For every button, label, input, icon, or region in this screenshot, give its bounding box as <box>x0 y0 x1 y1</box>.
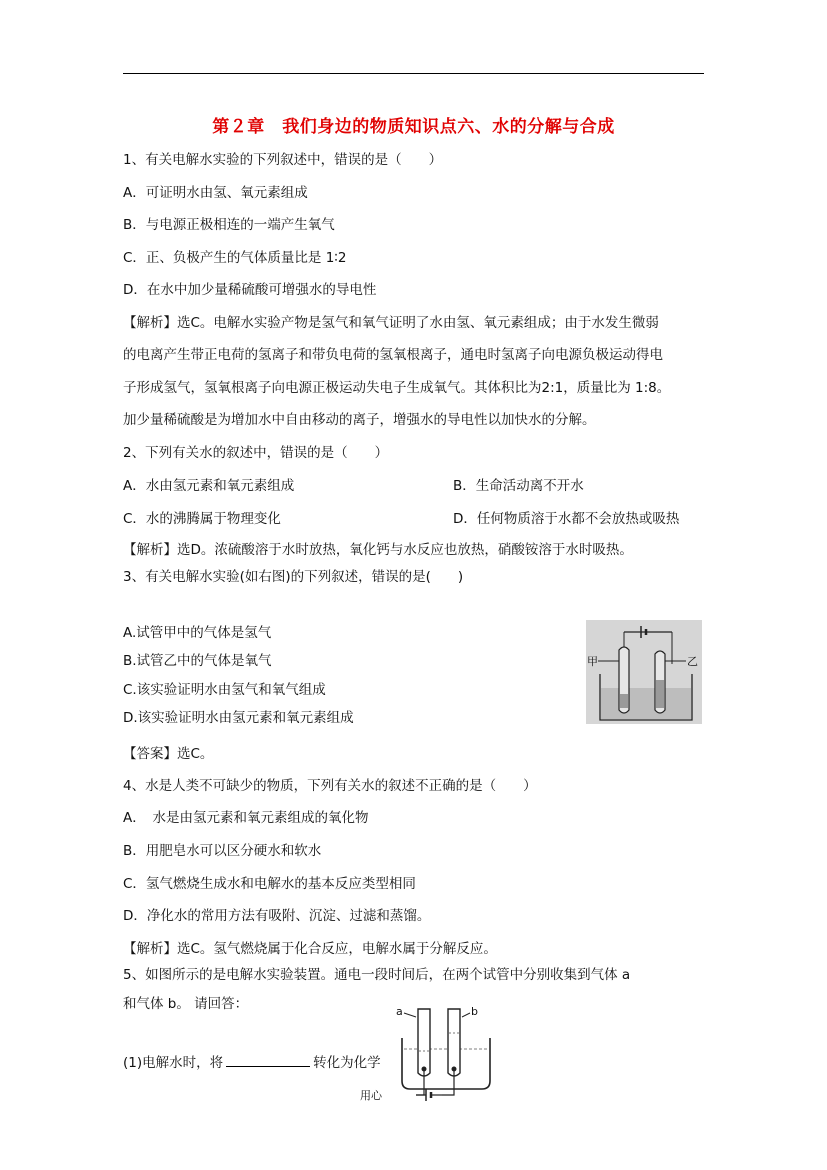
q1-option-a: A．可证明水由氢、氧元素组成 <box>123 185 308 201</box>
q2-stem: 2、下列有关水的叙述中，错误的是（ ） <box>123 445 389 461</box>
q2-option-c: C．水的沸腾属于物理变化 <box>123 511 281 527</box>
q1-stem: 1、有关电解水实验的下列叙述中，错误的是（ ） <box>123 152 443 168</box>
q1-option-b: B．与电源正极相连的一端产生氧气 <box>123 217 335 233</box>
q3-option-a: A.试管甲中的气体是氢气 <box>123 625 272 641</box>
q3-answer: 【答案】选C。 <box>123 746 214 762</box>
q3-option-c: C.该实验证明水由氢气和氧气组成 <box>123 682 326 698</box>
q1-analysis-line: 子形成氢气，氢氧根离子向电源正极运动失电子生成氧气。其体积比为2:1，质量比为 1:8。 <box>123 380 671 396</box>
q1-analysis-line: 的电离产生带正电荷的氢离子和带负电荷的氢氧根离子，通电时氢离子向电源负极运动得电 <box>123 347 663 363</box>
header-rule <box>123 73 704 74</box>
q1-option-c: C．正、负极产生的气体质量比是 1∶2 <box>123 250 347 266</box>
q4-analysis: 【解析】选C。氢气燃烧属于化合反应，电解水属于分解反应。 <box>123 941 497 957</box>
q5-sub1-suffix: 转化为化学 <box>313 1055 381 1071</box>
q1-analysis-line: 加少量稀硫酸是为增加水中自由移动的离子，增强水的导电性以加快水的分解。 <box>123 412 596 428</box>
q1-option-d: D．在水中加少量稀硫酸可增强水的导电性 <box>123 282 377 298</box>
q5-sub1 <box>123 1052 381 1072</box>
q1-analysis-line: 【解析】选C。电解水实验产物是氢气和氧气证明了水由氢、氧元素组成；由于水发生微弱 <box>123 315 659 331</box>
figure-label-a: a <box>396 1005 403 1018</box>
q2-analysis: 【解析】选D。浓硫酸溶于水时放热，氧化钙与水反应也放热，硝酸铵溶于水时吸热。 <box>123 542 633 558</box>
page-title: 第２章 我们身边的物质知识点六、水的分解与合成 <box>212 117 615 137</box>
q2-option-d: D．任何物质溶于水都不会放热或吸热 <box>453 511 680 527</box>
q4-option-d: D．净化水的常用方法有吸附、沉淀、过滤和蒸馏。 <box>123 908 431 924</box>
q3-option-b: B.试管乙中的气体是氧气 <box>123 653 272 669</box>
q4-option-c: C．氢气燃烧生成水和电解水的基本反应类型相同 <box>123 876 416 892</box>
q2-option-b: B．生命活动离不开水 <box>453 478 584 494</box>
q5-sub1-prefix: (1)电解水时，将 <box>123 1055 224 1071</box>
figure-label-jia: 甲 <box>587 655 598 668</box>
q4-stem: 4、水是人类不可缺少的物质，下列有关水的叙述不正确的是（ ） <box>123 778 537 794</box>
q4-option-b: B．用肥皂水可以区分硬水和软水 <box>123 843 322 859</box>
figure-label-bottom: 用心 <box>360 1089 382 1102</box>
q4-option-a: A． 水是由氢元素和氧元素组成的氧化物 <box>123 810 369 826</box>
electrolysis-figure-1 <box>586 620 702 724</box>
q3-option-d: D.该实验证明水由氢元素和氧元素组成 <box>123 710 354 726</box>
q2-option-a: A．水由氢元素和氧元素组成 <box>123 478 295 494</box>
fill-blank[interactable] <box>226 1052 310 1067</box>
figure-label-b: b <box>471 1005 478 1018</box>
q5-stem-line2: 和气体 b。 请回答： <box>123 996 249 1012</box>
q5-stem-line1: 5、如图所示的是电解水实验装置。通电一段时间后，在两个试管中分别收集到气体 a <box>123 967 631 983</box>
figure-label-yi: 乙 <box>687 655 698 668</box>
electrolysis-figure-2 <box>358 1003 498 1108</box>
q3-stem: 3、有关电解水实验(如右图)的下列叙述，错误的是( ) <box>123 569 464 585</box>
